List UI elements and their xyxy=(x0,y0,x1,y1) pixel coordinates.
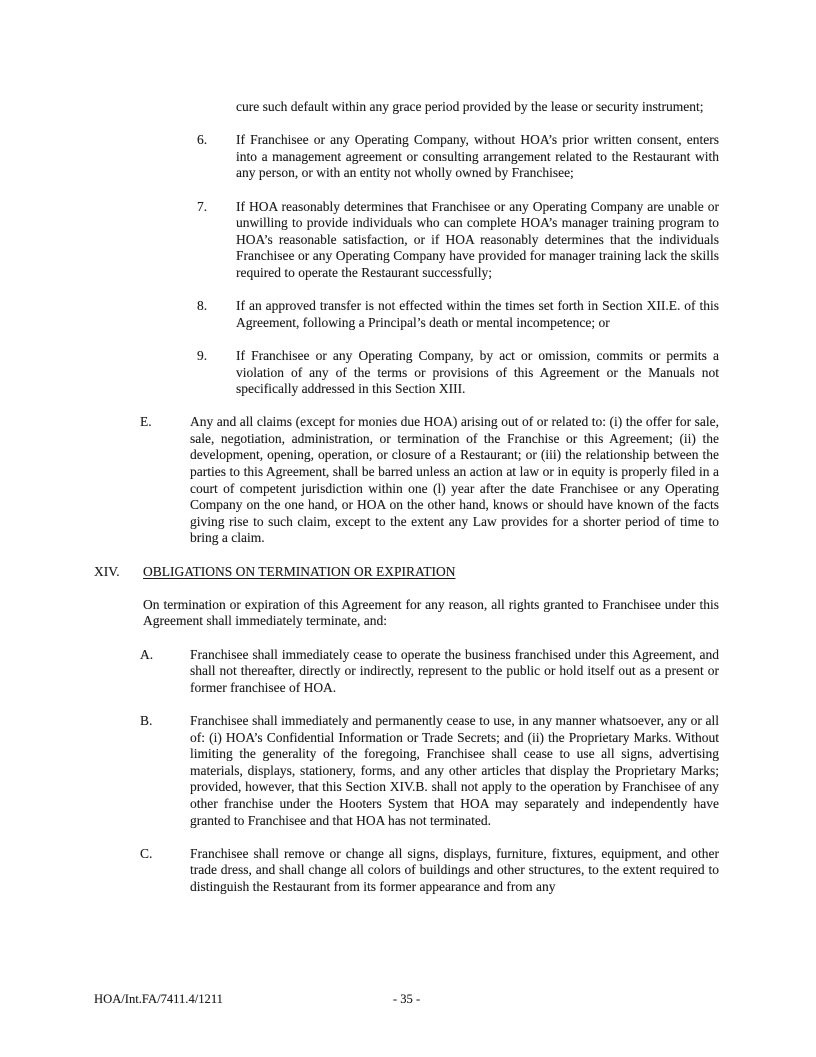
clause-letter: B. xyxy=(140,712,153,728)
clause-letter: C. xyxy=(140,845,153,861)
clause-letter: A. xyxy=(140,646,154,662)
clause-E xyxy=(140,414,719,547)
item-number: 9. xyxy=(197,347,208,363)
numbered-item-8 xyxy=(197,298,719,331)
page-content xyxy=(94,99,719,912)
numbered-item-9 xyxy=(197,348,719,398)
section-xiv-heading-row xyxy=(94,564,719,581)
paragraph-continuation: cure such default within any grace period provided by the lease or security instrument; xyxy=(236,99,704,114)
section-heading-title: OBLIGATIONS ON TERMINATION OR EXPIRATION xyxy=(143,563,456,579)
footer-document-reference: HOA/Int.FA/7411.4/1211 xyxy=(94,992,223,1006)
clause-text: Franchisee shall immediately cease to operate the business franchised under this Agreement, and shall not thereafter, directly or indirectly, represent to the public or hold itself out as a present or former franchisee of HOA. xyxy=(190,646,719,695)
clause-text: Any and all claims (except for monies due HOA) arising out of or related to: (i) the offer for sale, sale, negotiation, administration, or termination of the Franchise or this Agreement; (ii) the development, opening, operation, or closure of a Restaurant; or (iii) the relationship between the parties to this Agreement, shall be barred unless an action at law or in equity is properly filed in a court of competent jurisdiction within one (l) year after the date Franchisee or any Operating Company on the one hand, or HOA on the other hand, knows or should have known of the facts giving rise to such claim, except to the extent any Law provides for a shorter period of time to bring a claim. xyxy=(190,414,719,546)
numbered-item-6 xyxy=(197,132,719,182)
clause-letter: E. xyxy=(140,414,152,430)
clause-C xyxy=(140,846,719,896)
item-number: 8. xyxy=(197,298,208,314)
clause-text: Franchisee shall remove or change all signs, displays, furniture, fixtures, equipment, and other trade dress, and shall change all colors of buildings and other structures, to the extent required to distinguish the Restaurant from its former appearance and from any xyxy=(190,845,719,894)
footer-page-number: - 35 - xyxy=(392,992,421,1006)
section-roman-numeral: XIV. xyxy=(94,563,120,579)
item-text: If Franchisee or any Operating Company, by act or omission, commits or permits a violation of any of the terms or provisions of this Agreement or the Manuals not specifically addressed in this Section XIII. xyxy=(236,347,719,397)
item-number: 6. xyxy=(197,132,208,148)
section-xiv-intro: On termination or expiration of this Agreement for any reason, all rights granted to Franchisee under this Agreement shall immediately terminate, and: xyxy=(143,596,719,629)
clause-B xyxy=(140,713,719,829)
clause-text: Franchisee shall immediately and permanently cease to use, in any manner whatsoever, any or all of: (i) HOA’s Confidential Information or Trade Secrets; and (ii) the Proprietary Marks. Without limiting the generality of the foregoing, Franchisee shall cease to use all signs, advertising materials, displays, stationery, forms, and any other articles that display the Proprietary Marks; provided, however, that this Section XIV.B. shall not apply to the operation by Franchisee of any other franchise under the Hooters System that HOA may separately and independently have granted to Franchisee and that HOA has not terminated. xyxy=(190,712,719,828)
item-number: 7. xyxy=(197,198,208,214)
numbered-item-7 xyxy=(197,199,719,282)
item-text: If Franchisee or any Operating Company, without HOA’s prior written consent, enters into a management agreement or consulting arrangement related to the Restaurant with any person, or with an entity not wholly owned by Franchisee; xyxy=(236,132,719,181)
clause-A xyxy=(140,647,719,697)
item-text: If an approved transfer is not effected within the times set forth in Section XII.E. of this Agreement, following a Principal’s death or mental incompetence; or xyxy=(236,298,719,330)
item-text: If HOA reasonably determines that Franchisee or any Operating Company are unable or unwilling to provide individuals who can complete HOA’s manager training program to HOA’s reasonable satisfaction, or if HOA reasonably determines that the individuals Franchisee or any Operating Company have provided for manager training lack the skills required to operate the Restaurant successfully; xyxy=(236,198,719,280)
